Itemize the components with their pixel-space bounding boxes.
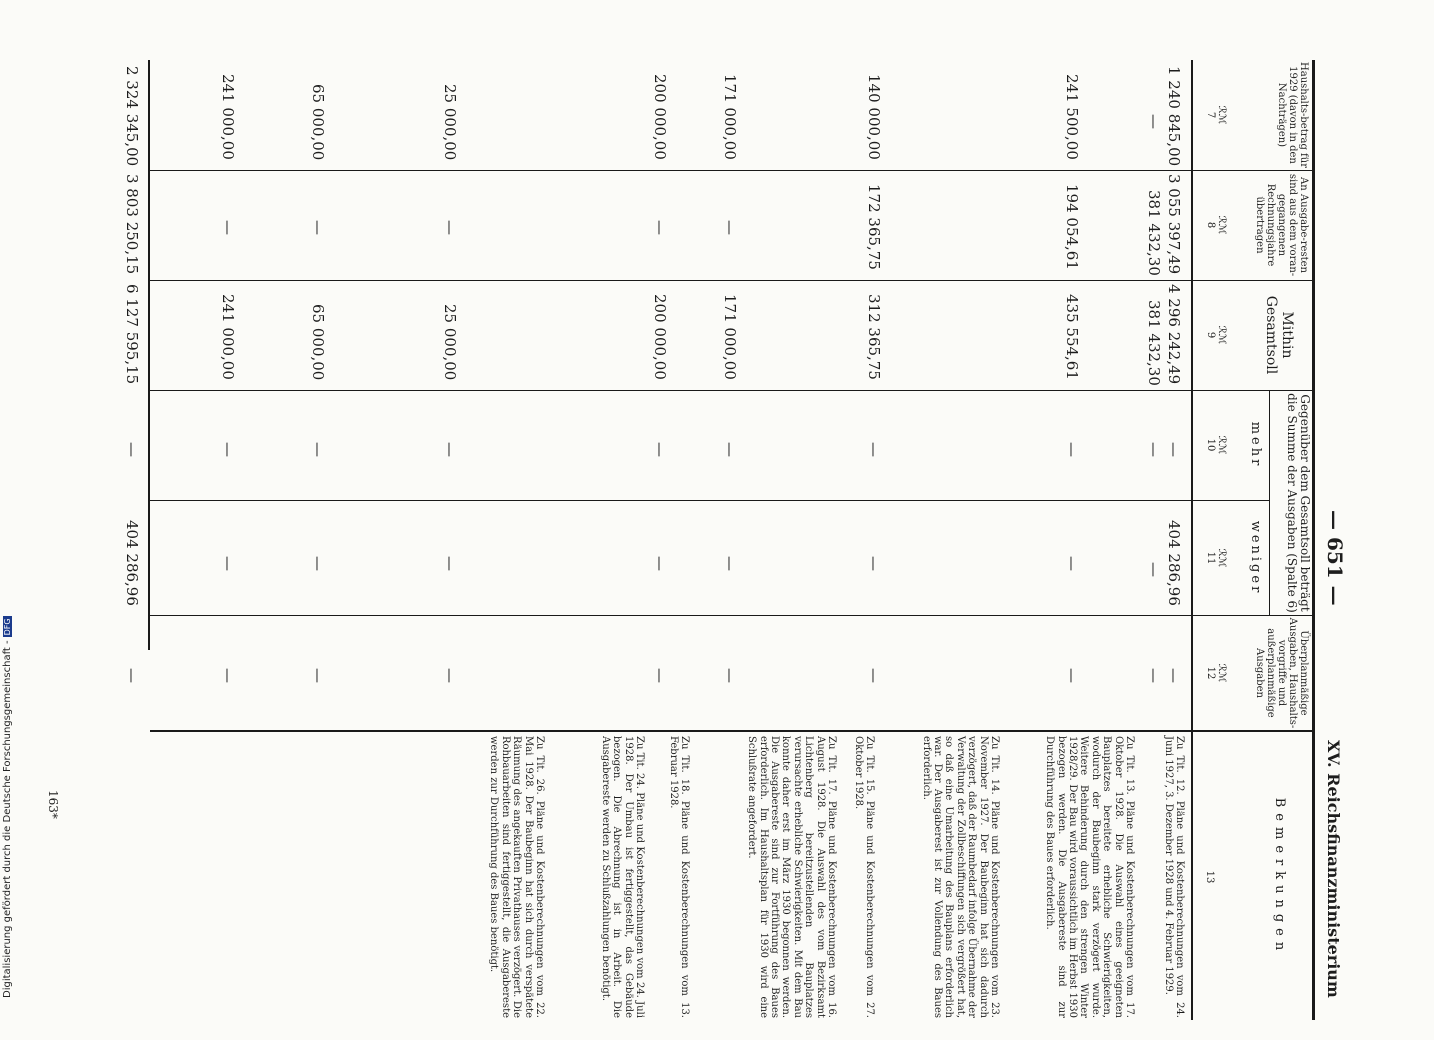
cell-r0-c10: — bbox=[1165, 442, 1183, 457]
table-bottom-rule bbox=[148, 60, 150, 650]
sheet-mark: 163* bbox=[46, 790, 60, 819]
cell-r4-c7: 200 000,00 bbox=[651, 74, 669, 160]
cell-r5-c10: — bbox=[441, 442, 459, 457]
cell-r6-c7: 65 000,00 bbox=[309, 84, 327, 161]
cell-r7-c10: — bbox=[219, 442, 237, 457]
cell-r4-c11: — bbox=[651, 556, 669, 571]
cell-r0-c12b: — bbox=[1145, 668, 1163, 683]
cell-r0-c12: — bbox=[1165, 668, 1183, 683]
digitization-credit bbox=[2, 616, 13, 998]
cell-r1-c10: — bbox=[1063, 442, 1081, 457]
col-rule bbox=[150, 170, 1315, 171]
cell-r0-c8: 3 055 397,49 bbox=[1165, 174, 1183, 275]
cell-r3-c8: — bbox=[721, 220, 739, 235]
col-unit-9: ℛℳ 9 bbox=[1205, 325, 1227, 345]
cell-r6-c12: — bbox=[309, 668, 327, 683]
note-tit-18: Zu Tit. 18. Pläne und Kostenberechnungen vom 13. Februar 1928. bbox=[667, 736, 690, 1018]
dfg-logo: DFG bbox=[3, 618, 12, 636]
cell-r0-c10b: — bbox=[1145, 442, 1163, 457]
col-rule bbox=[150, 500, 1270, 501]
col-no-13: 13 bbox=[1204, 870, 1215, 884]
cell-r1-c11: — bbox=[1063, 556, 1081, 571]
cell-r6-c10: — bbox=[309, 442, 327, 457]
cell-r7-c11: — bbox=[219, 556, 237, 571]
digitization-text: Digitalisierung gefördert durch die Deutsche Forschungsgemeinschaft - bbox=[2, 640, 13, 998]
col-header-9: Mithin Gesamtsoll bbox=[1263, 295, 1295, 375]
cell-r0-c9b: 381 432,30 bbox=[1145, 300, 1163, 386]
col-unit-7: ℛℳ 7 bbox=[1205, 105, 1227, 125]
note-tit-13: Zu Tit. 13. Pläne und Kostenberechnungen vom 17. Oktober 1928. Die Auswahl eines geeigneten Bauplatzes bereitete erhebliche Schwierigkeiten, wodurch der Baubeginn stark verzögert wurde. Weitere Behinderung durch den strengen Winter 1928/29. Der Bau wird voraussichtlich im Herbst 1930 bezogen werden. Die Ausgabereste sind zur Durchführung des Baues erforderlich. bbox=[1044, 736, 1135, 1018]
cell-r0-c9: 4 296 242,49 bbox=[1165, 284, 1183, 385]
cell-r1-c7: 241 500,00 bbox=[1063, 74, 1081, 160]
cell-r0-c8b: 381 432,30 bbox=[1145, 190, 1163, 276]
note-tit-24: Zu Tit. 24. Pläne und Kostenberechnungen vom 24. Juli 1928. Der Umbau ist fertiggestellt, das Gebäude bezogen. Die Abrechnung ist in Arbeit. Die Ausgabereste werden zu Schlußzahlungen benötigt. bbox=[599, 736, 645, 1018]
cell-r7-c12: — bbox=[219, 668, 237, 683]
note-tit-26: Zu Tit. 26. Pläne und Kostenberechnungen vom 22. Mai 1928. Der Baubeginn hat sich durch verspätete Räumung des angekauften Privathauses verzögert. Die Rohbauarbeiten sind fertiggestellt, die Ausgabereste werden zur Durchführung des Baues benötigt. bbox=[488, 736, 545, 1018]
cell-r3-c9: 171 000,00 bbox=[721, 294, 739, 380]
chapter-title: XV. Reichsfinanzministerium bbox=[1324, 740, 1343, 998]
cell-r0-c11: 404 286,96 bbox=[1165, 520, 1183, 606]
cell-r2-c8: 172 365,75 bbox=[865, 184, 883, 270]
group-rule bbox=[1269, 390, 1270, 615]
total-c9: 6 127 595,15 bbox=[123, 284, 141, 385]
cell-r7-c9: 241 000,00 bbox=[219, 294, 237, 380]
cell-r0-c7b: — bbox=[1145, 114, 1163, 129]
col-unit-10: ℛℳ 10 bbox=[1205, 435, 1227, 455]
page-number: — 651 — bbox=[1323, 510, 1347, 606]
col-header-12: Überplanmäßige Ausgaben, Haushalts-vorgriffe und außerplanmäßige Ausgaben bbox=[1254, 617, 1309, 729]
col-header-11: weniger bbox=[1248, 520, 1263, 596]
total-c7: 2 324 345,00 bbox=[123, 66, 141, 167]
group-header: Gegenüber dem Gesamtsoll beträgt die Summe der Ausgaben (Spalte 6) bbox=[1285, 393, 1312, 613]
col-header-13: Bemerkungen bbox=[1272, 797, 1287, 957]
cell-r0-c7: 1 240 845,00 bbox=[1165, 66, 1183, 167]
col-header-8: An Ausgabe-resten sind aus dem voran-gegangenen Rechnungsjahre übertragen bbox=[1254, 173, 1309, 277]
cell-r2-c12: — bbox=[865, 668, 883, 683]
rotated-sheet bbox=[95, 40, 1345, 1040]
cell-r6-c9: 65 000,00 bbox=[309, 304, 327, 381]
col-unit-8: ℛℳ 8 bbox=[1205, 215, 1227, 235]
cell-r5-c12: — bbox=[441, 668, 459, 683]
cell-r5-c7: 25 000,00 bbox=[441, 84, 459, 161]
total-c8: 3 803 250,15 bbox=[123, 174, 141, 275]
cell-r7-c7: 241 000,00 bbox=[219, 74, 237, 160]
cell-r3-c12: — bbox=[721, 668, 739, 683]
cell-r4-c9: 200 000,00 bbox=[651, 294, 669, 380]
cell-r6-c8: — bbox=[309, 220, 327, 235]
cell-r4-c12: — bbox=[651, 668, 669, 683]
header-bottom-rule bbox=[1191, 60, 1193, 1020]
cell-r5-c8: — bbox=[441, 220, 459, 235]
note-tit-17: Zu Tit. 17. Pläne und Kostenberechnungen vom 16. August 1928. Die Auswahl des vom Bezirksamt Lichtenberg bereitzustellenden Bauplatzes verursachte erhebliche Schwierigkeiten. Mit dem Bau konnte daher erst im März 1930 begonnen werden. Die Ausgabereste sind zur Fortführung des Baues erforderlich. Im Haushaltsplan für 1930 wird eine Schlußrate angefordert. bbox=[746, 736, 837, 1018]
note-tit-14: Zu Tit. 14. Pläne und Kostenberechnungen vom 23. November 1927. Der Baubeginn hat sich dadurch verzögert, daß der Raumbedarf infolge Übernahme der Verwaltung der Zollbeschiffungen sich vergrößert hat, so daß eine Umarbeitung des Bauplans erforderlich war. Der Ausgaberest ist zur Vollendung des Baues erforderlich. bbox=[920, 736, 1000, 1018]
cell-r0-c11b: — bbox=[1145, 562, 1163, 577]
total-c10: — bbox=[123, 442, 141, 457]
total-c11: 404 286,96 bbox=[123, 520, 141, 606]
table-top-rule bbox=[1312, 60, 1315, 1020]
cell-r2-c9: 312 365,75 bbox=[865, 294, 883, 380]
cell-r7-c8: — bbox=[219, 220, 237, 235]
cell-r5-c11: — bbox=[441, 556, 459, 571]
note-tit-12: Zu Tit. 12. Pläne und Kostenberechnungen vom 24. Juni 1927, 3. Dezember 1928 und 4. Februar 1929. bbox=[1162, 736, 1185, 1018]
col-unit-11: ℛℳ 11 bbox=[1205, 548, 1227, 568]
cell-r1-c12: — bbox=[1063, 668, 1081, 683]
col-header-10: mehr bbox=[1248, 421, 1263, 469]
col-rule bbox=[150, 730, 1315, 732]
cell-r2-c11: — bbox=[865, 556, 883, 571]
col-rule bbox=[150, 390, 1315, 391]
col-unit-12: ℛℳ 12 bbox=[1205, 663, 1227, 683]
cell-r3-c11: — bbox=[721, 556, 739, 571]
cell-r4-c8: — bbox=[651, 220, 669, 235]
cell-r1-c8: 194 054,61 bbox=[1063, 184, 1081, 270]
cell-r6-c11: — bbox=[309, 556, 327, 571]
cell-r3-c7: 171 000,00 bbox=[721, 74, 739, 160]
cell-r2-c7: 140 000,00 bbox=[865, 74, 883, 160]
note-tit-15: Zu Tit. 15. Pläne und Kostenberechnungen vom 27. Oktober 1928. bbox=[852, 736, 875, 1018]
col-rule bbox=[150, 280, 1315, 281]
cell-r2-c10: — bbox=[865, 442, 883, 457]
col-rule bbox=[150, 615, 1315, 616]
cell-r5-c9: 25 000,00 bbox=[441, 304, 459, 381]
cell-r4-c10: — bbox=[651, 442, 669, 457]
cell-r3-c10: — bbox=[721, 442, 739, 457]
cell-r1-c9: 435 554,61 bbox=[1063, 294, 1081, 380]
col-header-7: Haushalts-betrag für 1929 (davon in den Nachträgen) bbox=[1276, 62, 1309, 168]
total-c12: — bbox=[123, 668, 141, 683]
